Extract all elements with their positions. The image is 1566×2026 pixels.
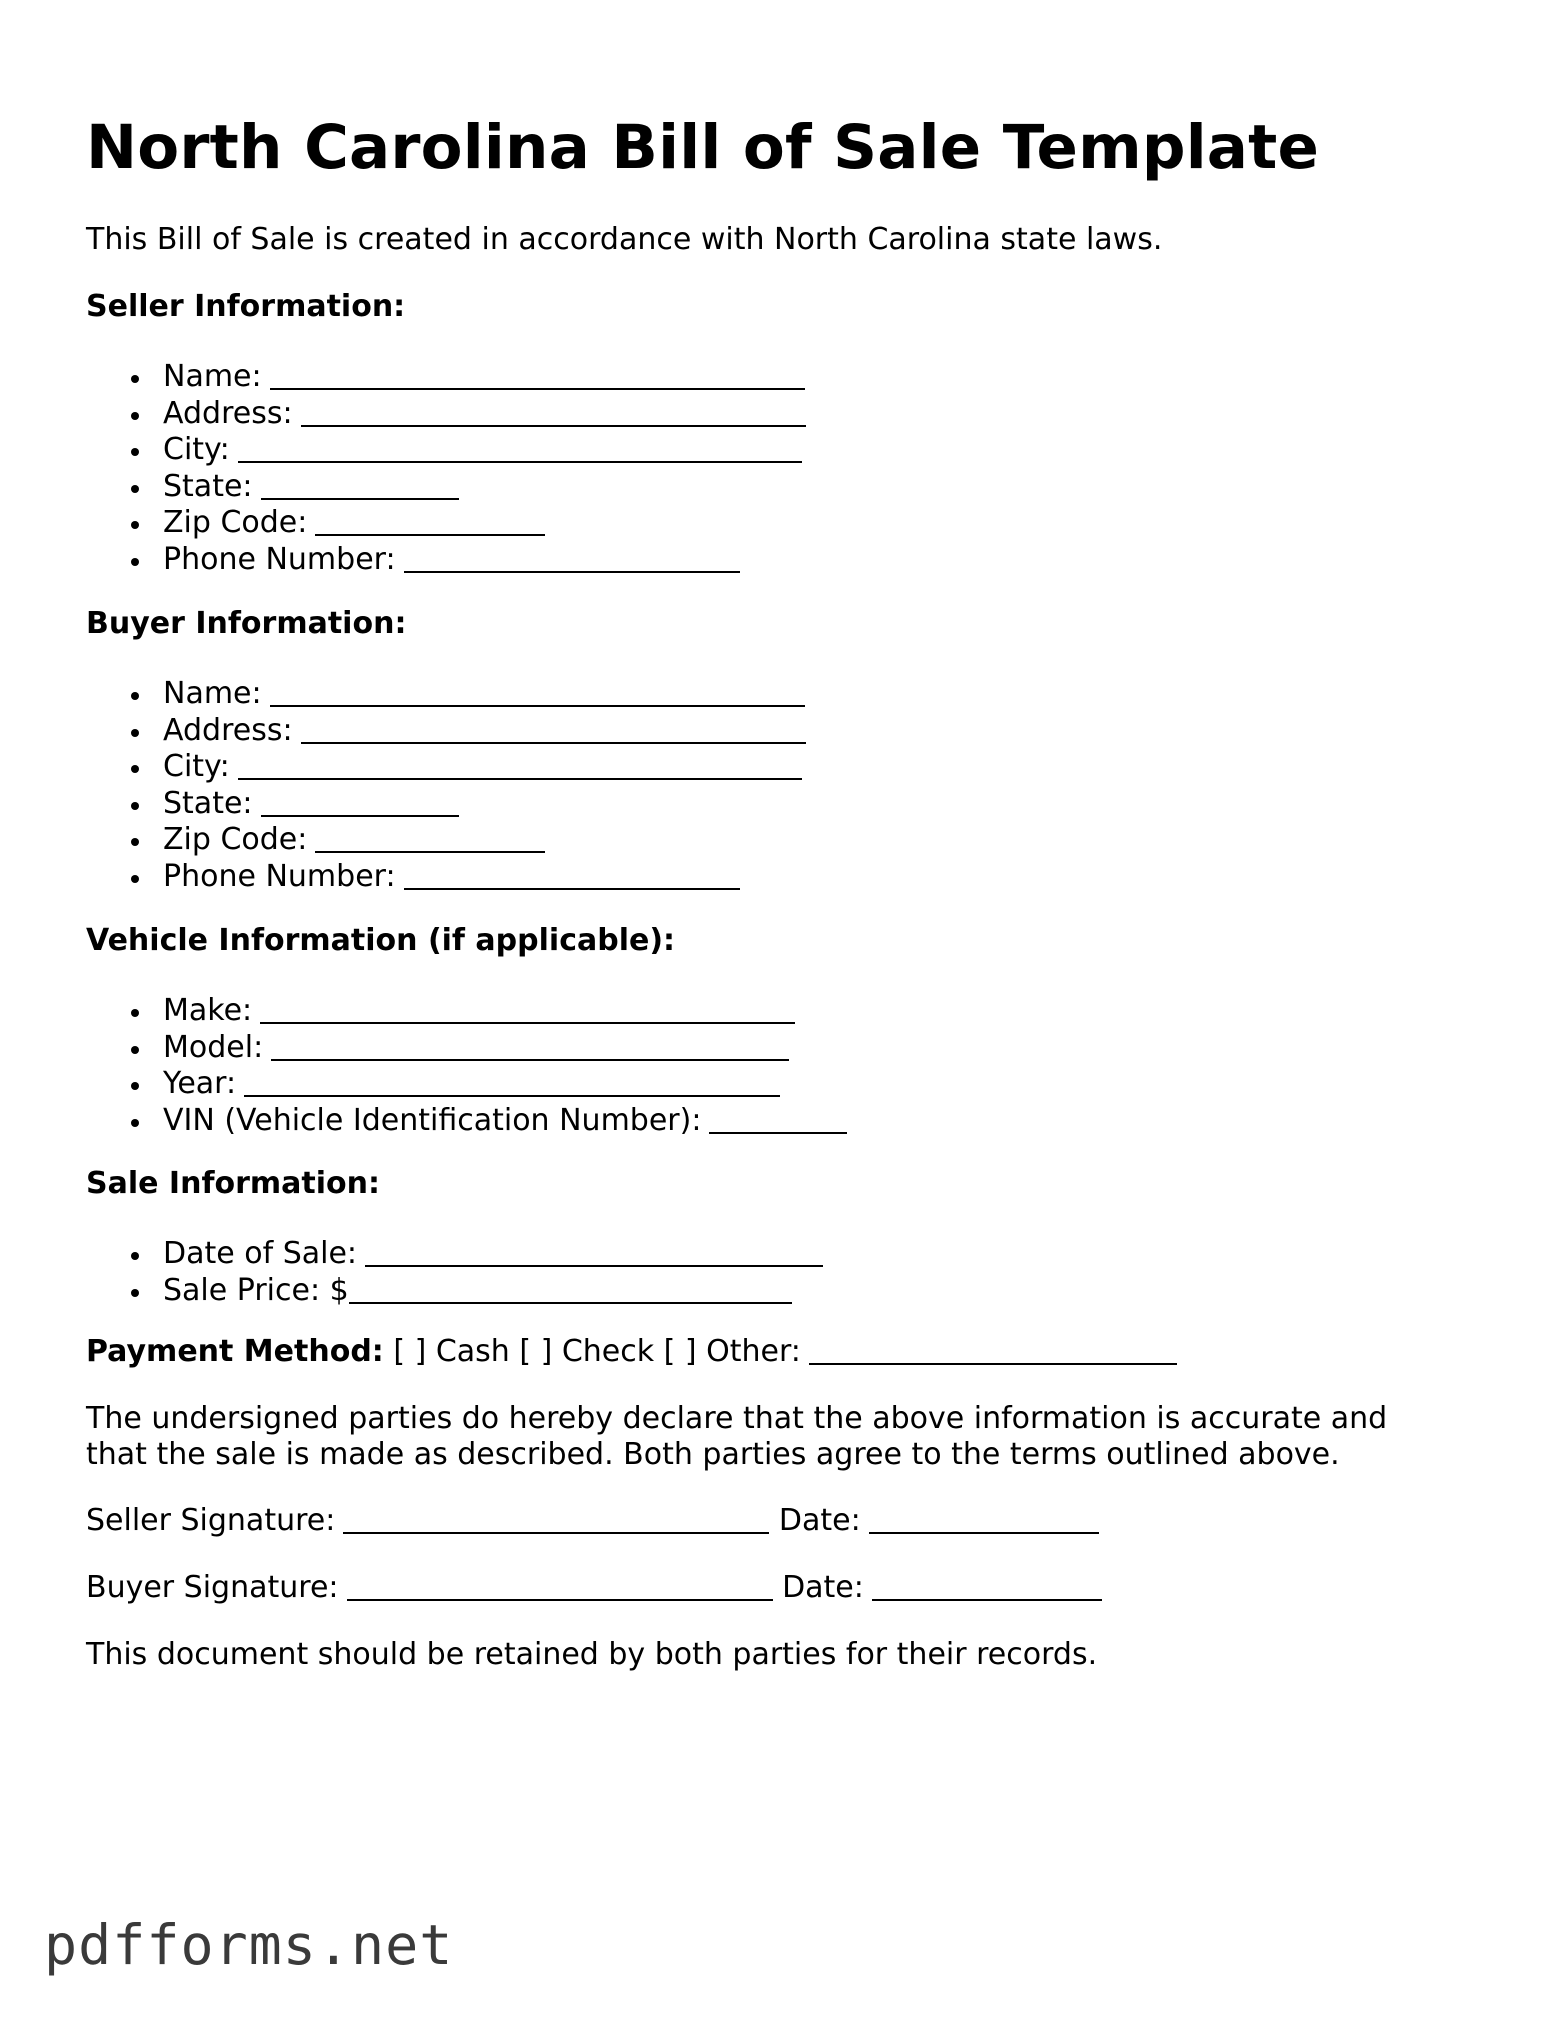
list-item bbox=[86, 822, 806, 859]
list-item bbox=[86, 1066, 847, 1103]
payment-method-label: Payment Method: bbox=[86, 1334, 384, 1369]
field-label: Address: bbox=[163, 395, 293, 431]
field-label: State: bbox=[163, 468, 253, 504]
buyer-signature-label: Buyer Signature: bbox=[86, 1570, 339, 1605]
field-label: Name: bbox=[163, 676, 262, 711]
closing-text: This document should be retained by both parties for their records. bbox=[86, 1637, 1098, 1672]
list-item bbox=[86, 993, 847, 1030]
field-label: Zip Code: bbox=[163, 822, 308, 857]
model-blank-line[interactable] bbox=[271, 1031, 789, 1061]
list-item bbox=[86, 1273, 823, 1310]
field-label: Model: bbox=[163, 1029, 264, 1065]
seller-date-blank-line[interactable] bbox=[869, 1504, 1099, 1534]
field-label: City: bbox=[163, 749, 230, 784]
seller-signature-label: Seller Signature: bbox=[86, 1503, 336, 1538]
date-label: Date: bbox=[778, 1503, 861, 1538]
seller-heading: Seller Information: bbox=[86, 289, 406, 324]
seller-signature-blank-line[interactable] bbox=[343, 1504, 769, 1534]
field-label: Sale Price: $ bbox=[163, 1272, 349, 1308]
state-blank-line[interactable] bbox=[261, 787, 459, 817]
list-item bbox=[86, 1236, 823, 1273]
page-title: North Carolina Bill of Sale Template bbox=[86, 112, 1320, 183]
list-item bbox=[86, 1103, 847, 1140]
payment-method-line bbox=[86, 1334, 1177, 1371]
field-label: Address: bbox=[163, 712, 293, 748]
zip-blank-line[interactable] bbox=[315, 506, 545, 536]
list-item bbox=[86, 676, 806, 713]
year-blank-line[interactable] bbox=[244, 1067, 780, 1097]
declaration-line-1: The undersigned parties do hereby declare that the above information is accurate and bbox=[86, 1401, 1388, 1436]
list-item bbox=[86, 359, 806, 396]
date-label: Date: bbox=[782, 1570, 864, 1605]
field-label: State: bbox=[163, 785, 253, 821]
address-blank-line[interactable] bbox=[301, 714, 806, 744]
watermark: pdfforms.net bbox=[44, 1913, 454, 1977]
phone-blank-line[interactable] bbox=[404, 860, 740, 890]
sale-fields bbox=[86, 1236, 823, 1309]
list-item bbox=[86, 786, 806, 823]
field-label: City: bbox=[163, 432, 230, 467]
vehicle-heading: Vehicle Information (if applicable): bbox=[86, 923, 676, 958]
list-item bbox=[86, 713, 806, 750]
buyer-signature-blank-line[interactable] bbox=[347, 1571, 773, 1601]
vehicle-fields bbox=[86, 993, 847, 1139]
field-label: Name: bbox=[163, 359, 262, 394]
city-blank-line[interactable] bbox=[238, 750, 802, 780]
field-label: Make: bbox=[163, 993, 253, 1028]
field-label: Year: bbox=[163, 1066, 237, 1101]
buyer-signature-line bbox=[86, 1570, 1102, 1607]
seller-fields bbox=[86, 359, 806, 578]
list-item bbox=[86, 505, 806, 542]
list-item bbox=[86, 859, 806, 896]
list-item bbox=[86, 469, 806, 506]
name-blank-line[interactable] bbox=[270, 360, 805, 390]
field-label: Phone Number: bbox=[163, 541, 396, 577]
list-item bbox=[86, 749, 806, 786]
field-label: Date of Sale: bbox=[163, 1236, 358, 1271]
sale-heading: Sale Information: bbox=[86, 1166, 380, 1201]
seller-signature-line bbox=[86, 1503, 1099, 1540]
zip-blank-line[interactable] bbox=[315, 823, 545, 853]
other-payment-blank-line[interactable] bbox=[809, 1335, 1177, 1365]
buyer-date-blank-line[interactable] bbox=[872, 1571, 1102, 1601]
vin-blank-line[interactable] bbox=[709, 1104, 847, 1134]
list-item bbox=[86, 396, 806, 433]
name-blank-line[interactable] bbox=[270, 677, 805, 707]
field-label: Phone Number: bbox=[163, 858, 396, 894]
intro-text: This Bill of Sale is created in accordance with North Carolina state laws. bbox=[86, 222, 1163, 257]
city-blank-line[interactable] bbox=[238, 433, 802, 463]
date-of-sale-blank-line[interactable] bbox=[365, 1237, 823, 1267]
field-label: Zip Code: bbox=[163, 505, 308, 540]
payment-options[interactable]: [ ] Cash [ ] Check [ ] Other: bbox=[393, 1334, 801, 1369]
state-blank-line[interactable] bbox=[261, 470, 459, 500]
field-label: VIN (Vehicle Identification Number): bbox=[163, 1102, 702, 1138]
list-item bbox=[86, 432, 806, 469]
address-blank-line[interactable] bbox=[301, 397, 806, 427]
phone-blank-line[interactable] bbox=[404, 543, 740, 573]
make-blank-line[interactable] bbox=[260, 994, 795, 1024]
declaration-line-2: that the sale is made as described. Both parties agree to the terms outlined above. bbox=[86, 1437, 1340, 1472]
sale-price-blank-line[interactable] bbox=[349, 1274, 792, 1304]
list-item bbox=[86, 542, 806, 579]
buyer-fields bbox=[86, 676, 806, 895]
list-item bbox=[86, 1030, 847, 1067]
buyer-heading: Buyer Information: bbox=[86, 606, 407, 641]
